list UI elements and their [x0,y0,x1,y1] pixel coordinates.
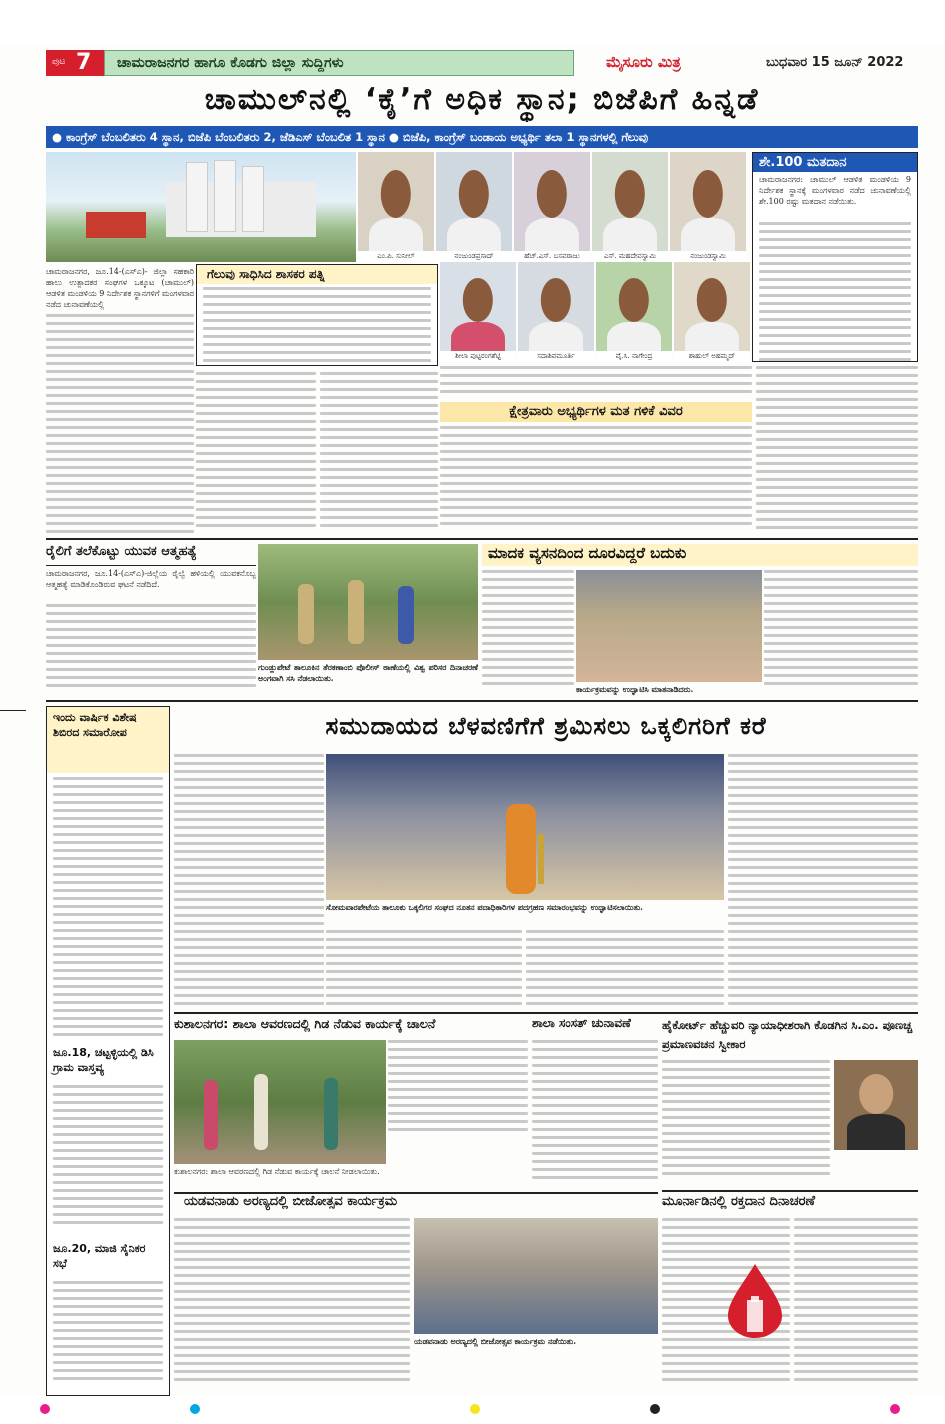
winner-name: ಶಾಹುಲ್ ಅಹಮ್ಮದ್ [674,351,750,362]
mla-wife-box [196,264,438,366]
seed-caption: ಯಡವನಾಡು ಅರಣ್ಯದಲ್ಲಿ ಬೀಜೋತ್ಸವ ಕಾರ್ಯಕ್ರಮ ನಡೆಯಿತು. [414,1336,576,1346]
section-title: ಚಾಮರಾಜನಗರ ಹಾಗೂ ಕೊಡಗು ಜಿಲ್ಲಾ ಸುದ್ದಿಗಳು [117,55,344,71]
tanker-truck [86,212,146,238]
voting-sidebar-title: ಶೇ.100 ಮತದಾನ [753,153,917,172]
winner-name: ನಂಜುಂಡಸ್ವಾಮಿ [670,251,746,262]
issue-date: ಬುಧವಾರ 15 ಜೂನ್ 2022 [766,55,904,70]
winner-photo [596,262,672,362]
winner-photo [436,152,512,262]
blood-headline: ಮೂರ್ನಾಡಿನಲ್ಲಿ ರಕ್ತದಾನ ದಿನಾಚರಣೆ [662,1190,918,1214]
lead-headline: ಚಾಮುಲ್‌ನಲ್ಲಿ ‘ಕೈ’ಗೆ ಅಧಿಕ ಸ್ಥಾನ; ಬಿಜೆಪಿಗೆ ಹಿನ್ನಡೆ [204,82,760,117]
registration-mark [650,1404,660,1414]
winner-photo [670,152,746,262]
police-plantation-photo [258,544,478,660]
seed-body [174,1218,410,1390]
kushalnagar-caption: ಕುಶಾಲನಗರ: ಶಾಲಾ ಆವರಣದಲ್ಲಿ ಗಿಡ ನೆಡುವ ಕಾರ್ಯಕ್ಕೆ ಚಾಲನೆ ನೀಡಲಾಯಿತು. [174,1167,380,1176]
camp-box-title: ಇಂದು ವಾರ್ಷಿಕ ವಿಶೇಷ ಶಿಬಿರದ ಸಮಾರೋಪ [47,707,169,773]
voting-sidebar [752,152,918,362]
person-figure [204,1080,218,1150]
drug-headline: ಮಾದಕ ವ್ಯಸನದಿಂದ ದೂರವಿದ್ದರೆ ಬದುಕು [482,544,918,566]
kushalnagar-headline: ಕುಶಾಲನಗರ: ಶಾಲಾ ಆವರಣದಲ್ಲಿ ಗಿಡ ನೆಡುವ ಕಾರ್ಯಕ್ಕೆ ಚಾಲನೆ [174,1016,436,1031]
section-banner [104,50,574,76]
camp-box [46,706,170,1396]
person-figure [348,580,364,644]
section-divider [174,1012,918,1014]
camp-subhead-1: ಜೂ.18, ಚಟ್ಟಳ್ಳಿಯಲ್ಲಿ ಡಿಸಿ ಗ್ರಾಮ ವಾಸ್ತವ್ಯ [53,1046,154,1074]
registration-mark [190,1404,200,1414]
vokkaliga-body-col4 [728,754,918,1010]
registration-mark [470,1404,480,1414]
blood-drop-icon [720,1260,790,1340]
lead-body-col3 [320,372,438,532]
dairy-tank [186,162,208,232]
voting-sidebar-body [753,220,917,368]
dairy-photo [46,152,356,262]
vokkaliga-event-photo [326,754,724,900]
winner-photo [592,152,668,262]
mla-wife-title: ಗೆಲುವು ಸಾಧಿಸಿದ ಶಾಸಕರ ಪತ್ನಿ [197,265,437,284]
winner-name: ಹೆಚ್.ಎಸ್. ಬಸವರಾಜು [514,251,590,262]
winners-row-1 [358,152,748,262]
person-figure [324,1078,338,1150]
camp-sub2-body [47,1277,169,1395]
drug-event-caption: ಕಾರ್ಯಕ್ರಮವನ್ನು ಉದ್ಘಾಟಿಸಿ ಮಾತನಾಡಿದರು. [576,684,694,694]
winner-photo [440,262,516,362]
person-figure [398,586,414,644]
lead-body-col2 [196,372,316,532]
judge-body [662,1060,830,1186]
registration-mark [40,1404,50,1414]
dairy-tank [214,160,236,232]
seed-headline: ಯಡವನಾಡು ಅರಣ್ಯದಲ್ಲಿ ಬೀಜೋತ್ಸವ ಕಾರ್ಯಕ್ರಮ [184,1194,398,1209]
drug-event-photo [576,570,762,682]
drug-body-col2 [764,570,918,696]
winner-photo [514,152,590,262]
winner-name: ಶೀಲಾ ಪುಟ್ಟರಂಗಶೆಟ್ಟಿ [440,351,516,362]
winner-name: ನಂಜುಂಡಪ್ರಸಾದ್ [436,251,512,262]
swamiji-figure [506,804,536,894]
vokkaliga-body-col1 [174,754,324,1010]
page-label: ಪುಟ [52,57,66,67]
school-parliament-body [532,1040,658,1190]
registration-mark [890,1404,900,1414]
winner-name: ಎಸ್. ಮಹದೇವಸ್ವಾಮಿ [592,251,668,262]
person-figure [298,584,314,644]
judge-photo [834,1060,918,1150]
lead-body-col4 [440,366,752,400]
blood-body-col2 [794,1218,918,1390]
camp-box-body [47,773,169,1043]
masthead [46,50,918,76]
paper-name: ಮೈಸೂರು ಮಿತ್ರ [606,53,681,71]
lead-dateline: ಚಾಮರಾಜನಗರ, ಜೂ.14-(ಎಸ್‌ಎ)- ಜಿಲ್ಲಾ ಸಹಕಾರಿ ಹಾಲು ಉತ್ಪಾದಕರ ಸಂಘಗಳ ಒಕ್ಕೂಟ (ಚಾಮುಲ್) ಆಡಳಿತ ಮಂಡಳಿಯ 9 ನಿರ್ದೇಶಕ ಸ್ಥಾನಗಳಿಗೆ ಮಂಗಳವಾರ ನಡೆದ ಚುನಾವಣೆಯಲ್ಲಿ [46,267,194,309]
winner-photo [518,262,594,362]
section-divider [46,700,918,702]
kushalnagar-photo [174,1040,386,1164]
winner-name: ವೈ.ಸಿ. ನಾಗೇಂದ್ರ [596,351,672,362]
winners-row-2 [440,262,750,362]
kushalnagar-body-col1 [388,1040,528,1138]
dairy-tank [242,166,264,232]
mla-wife-body [197,284,437,370]
page-number-block [46,50,104,76]
crop-mark [0,710,26,711]
ballot-details [440,426,752,536]
section-divider [46,538,918,540]
camp-sub1-body [47,1081,169,1239]
seed-photo [414,1218,658,1334]
winner-photo [674,262,750,362]
vokkaliga-headline: ಸಮುದಾಯದ ಬೆಳವಣಿಗೆಗೆ ಶ್ರಮಿಸಲು ಒಕ್ಕಲಿಗರಿಗೆ ಕರೆ [325,712,767,740]
school-parliament-headline: ಶಾಲಾ ಸಂಸತ್ ಚುನಾವಣೆ [532,1016,631,1030]
winner-photo [358,152,434,262]
ballot-title: ಕ್ಷೇತ್ರವಾರು ಅಭ್ಯರ್ಥಿಗಳ ಮತ ಗಳಿಕೆ ವಿವರ [440,402,752,422]
vokkaliga-caption: ಸೋಮವಾರಪೇಟೆಯ ತಾಲೂಕು ಒಕ್ಕಲಿಗರ ಸಂಘದ ನೂತನ ಪದಾಧಿಕಾರಿಗಳ ಪದಗ್ರಹಣ ಸಮಾರಂಭವನ್ನು ಉದ್ಘಾಟಿಸಲಾಯಿತು. [326,902,643,912]
camp-subhead-2: ಜೂ.20, ಮಾಜಿ ಸೈನಿಕರ ಸಭೆ [53,1242,146,1270]
page-number: 7 [76,50,92,75]
lead-body-col1 [46,314,194,534]
judge-headline: ಹೈಕೋರ್ಟ್ ಹೆಚ್ಚುವರಿ ನ್ಯಾಯಾಧೀಶರಾಗಿ ಕೊಡಗಿನ ಸಿ.ಎಂ. ಪೂಣಚ್ಚ ಪ್ರಮಾಣವಚನ ಸ್ವೀಕಾರ [662,1018,913,1051]
lamp-icon [538,834,544,884]
youth-headline: ರೈಲಿಗೆ ತಲೆಕೊಟ್ಟು ಯುವಕ ಆತ್ಮಹತ್ಯೆ [46,544,256,566]
winner-name: ಎಂ.ಪಿ. ಸುನೀಲ್ [358,251,434,262]
voting-sidebar-intro: ಚಾಮರಾಜನಗರ: ಚಾಮುಲ್ ಆಡಳಿತ ಮಂಡಳಿಯ 9 ನಿರ್ದೇಶಕ ಸ್ಥಾನಕ್ಕೆ ಮಂಗಳವಾರ ನಡೆದ ಚುನಾವಣೆಯಲ್ಲಿ ಶೇ.100 ರಷ್ಟು ಮತದಾನ ನಡೆಯಿತು. [759,175,911,206]
lead-body-col5 [756,366,918,536]
drug-body-col1 [482,570,574,696]
youth-dateline: ಚಾಮರಾಜನಗರ, ಜೂ.14-(ಎಸ್‌ಎ)-ಜಿಲ್ಲೆಯ ರೈಲ್ವೆ ಹಳಿಯಲ್ಲಿ ಯುವಕನೊಬ್ಬ ಆತ್ಮಹತ್ಯೆ ಮಾಡಿಕೊಂಡಿರುವ ಘಟನೆ ನಡೆದಿದೆ. [46,569,256,589]
top-margin [0,0,945,44]
vokkaliga-body-col2 [326,930,522,1010]
police-plantation-caption: ಗುಂಡ್ಲುಪೇಟೆ ತಾಲೂಕಿನ ತೆರಕಣಾಂಬಿ ಪೊಲೀಸ್ ಠಾಣೆಯಲ್ಲಿ ವಿಶ್ವ ಪರಿಸರ ದಿನಾಚರಣೆ ಅಂಗವಾಗಿ ಸಸಿ ನೆಡಲಾಯಿತು. [258,662,478,683]
person-figure [254,1074,268,1150]
winner-name: ಸದಾಶಿವಮೂರ್ತಿ [518,351,594,362]
youth-body [46,604,256,696]
lead-subline: ● ಕಾಂಗ್ರೆಸ್ ಬೆಂಬಲಿತರು 4 ಸ್ಥಾನ, ಬಿಜೆಪಿ ಬೆಂಬಲಿತರು 2, ಜೆಡಿಎಸ್ ಬೆಂಬಲಿತ 1 ಸ್ಥಾನ ● ಬಿಜೆಪಿ, ಕಾಂಗ್ರೆಸ್ ಬಂಡಾಯ ಅಭ್ಯರ್ಥಿ ತಲಾ 1 ಸ್ಥಾನಗಳಲ್ಲಿ ಗೆಲುವು [46,126,918,148]
vokkaliga-body-col3 [526,930,724,1010]
